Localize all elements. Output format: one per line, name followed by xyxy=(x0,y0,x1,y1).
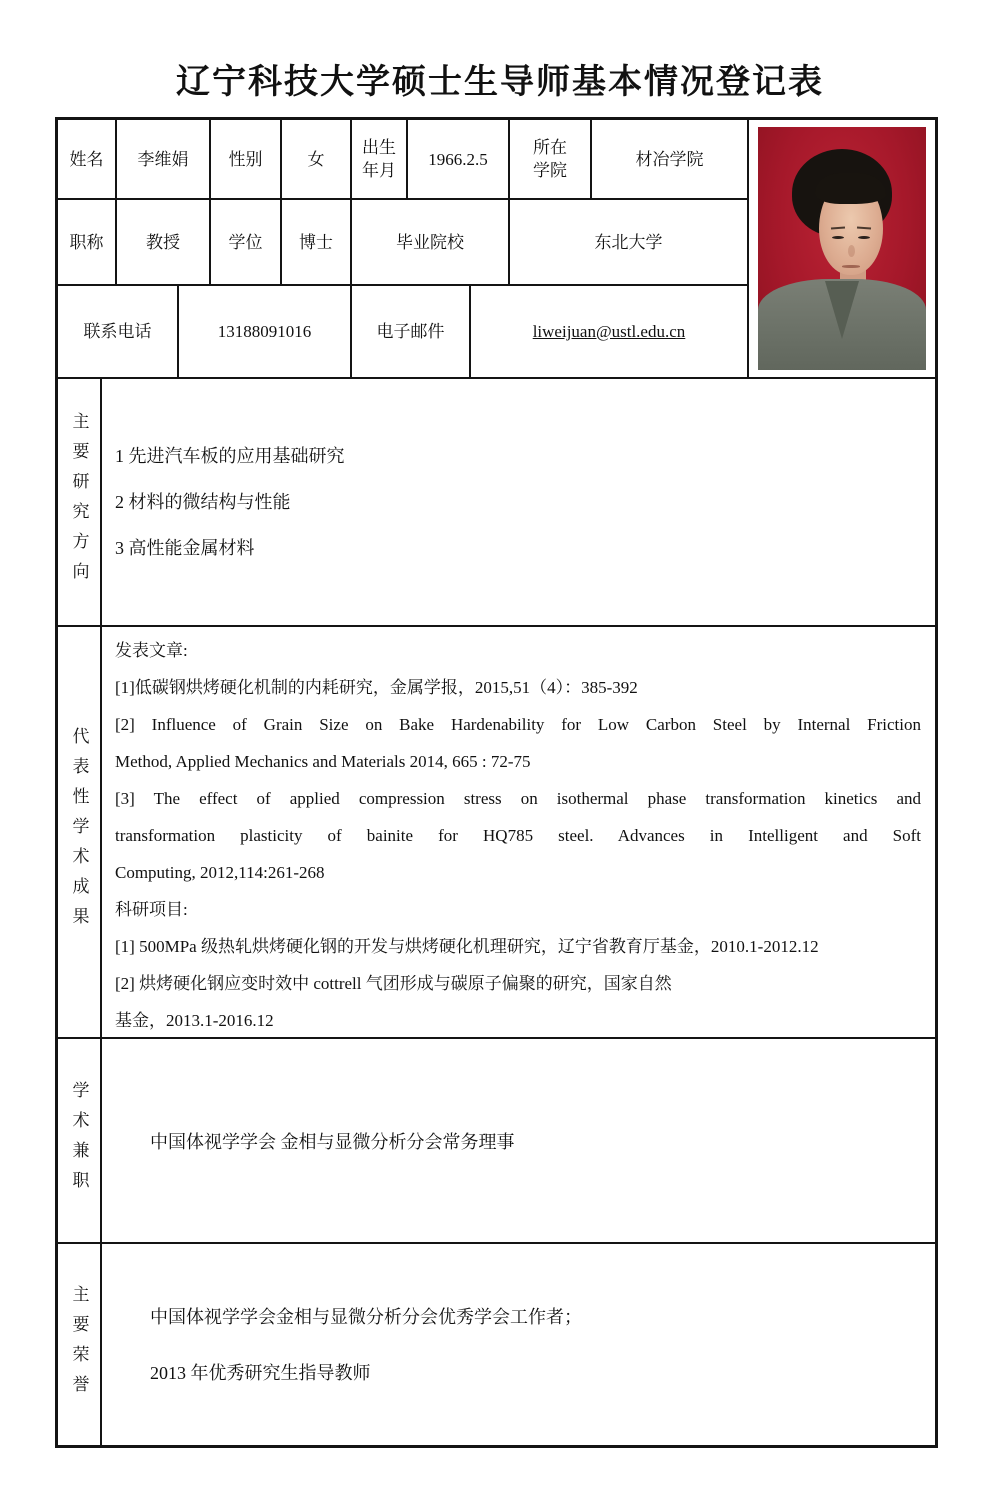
table-row xyxy=(58,286,747,377)
section-label-cell xyxy=(58,1039,102,1242)
achievement-line: [2] 烘烤硬化钢应变时效中 cottrell 气团形成与碳原子偏聚的研究，国家自然 xyxy=(115,974,672,993)
achievement-line: 发表文章: xyxy=(115,641,188,660)
gender-label: 性别 xyxy=(211,120,282,198)
section-label-cell xyxy=(58,379,102,625)
phone-label: 联系电话 xyxy=(58,286,179,377)
achievement-line: transformation plasticity of bainite for HQ785 steel. Advances in Intelligent and Soft xyxy=(115,826,921,845)
photo-nose xyxy=(848,245,855,257)
research-directions-label: 主要研究方向 xyxy=(69,412,89,592)
achievements-content xyxy=(102,627,935,1037)
phone-value: 13188091016 xyxy=(179,286,352,377)
photo-mouth xyxy=(842,265,860,268)
degree-value: 博士 xyxy=(282,200,352,284)
school-label: 毕业院校 xyxy=(352,200,510,284)
research-item: 2 材料的微结构与性能 xyxy=(115,492,291,512)
honors-label: 主要荣誉 xyxy=(69,1284,89,1405)
name-value: 李维娟 xyxy=(117,120,211,198)
gender-value: 女 xyxy=(282,120,352,198)
research-directions-content xyxy=(102,379,935,625)
achievement-line: [3] The effect of applied compression stress on isothermal phase transformation kinetics and xyxy=(115,789,921,808)
photo-eyebrow xyxy=(857,227,871,230)
section-label-cell xyxy=(58,627,102,1037)
section-research-directions xyxy=(58,379,935,627)
research-item: 3 高性能金属材料 xyxy=(115,538,255,558)
photo-eye xyxy=(832,236,844,239)
name-label: 姓名 xyxy=(58,120,117,198)
email-link[interactable]: liweijuan@ustl.edu.cn xyxy=(532,322,686,341)
section-label-cell xyxy=(58,1244,102,1445)
academic-position-text: 中国体视学学会 金相与显微分析分会常务理事 xyxy=(150,1131,515,1152)
birth-value: 1966.2.5 xyxy=(408,120,510,198)
college-value: 材冶学院 xyxy=(635,149,704,169)
college-label: 所在学院 xyxy=(510,120,592,198)
school-value: 东北大学 xyxy=(594,232,663,252)
achievement-line: [1] 500MPa 级热轧烘烤硬化钢的开发与烘烤硬化机理研究，辽宁省教育厅基金，2010.1-2012.12 xyxy=(115,937,819,956)
academic-positions-content xyxy=(102,1039,935,1242)
honors-content xyxy=(102,1244,935,1445)
section-academic-positions xyxy=(58,1039,935,1244)
portrait-photo xyxy=(758,127,926,370)
achievement-line: 基金，2013.1-2016.12 xyxy=(115,1011,274,1030)
email-cell xyxy=(471,286,747,377)
achievement-line: Computing, 2012,114:261-268 xyxy=(115,863,325,882)
achievement-line: [1]低碳钢烘烤硬化机制的内耗研究，金属学报，2015,51（4）：385-392 xyxy=(115,678,638,697)
achievement-line: Method, Applied Mechanics and Materials 2014, 665 : 72-75 xyxy=(115,752,531,771)
prof-title-value: 教授 xyxy=(117,200,211,284)
photo-lapel xyxy=(825,281,859,339)
photo-bangs xyxy=(815,173,886,204)
photo-eyebrow xyxy=(831,227,845,230)
achievements-label: 代表性学术成果 xyxy=(69,727,89,937)
email-label: 电子邮件 xyxy=(352,286,471,377)
registration-table xyxy=(55,117,938,1448)
prof-title-label: 职称 xyxy=(58,200,117,284)
research-item: 1 先进汽车板的应用基础研究 xyxy=(115,446,345,466)
birth-label: 出生年月 xyxy=(352,120,408,198)
achievement-line: [2] Influence of Grain Size on Bake Hardenability for Low Carbon Steel by Internal Friction xyxy=(115,715,921,734)
honor-line: 中国体视学学会金相与显微分析分会优秀学会工作者； xyxy=(150,1306,582,1327)
honor-line: 2013 年优秀研究生指导教师 xyxy=(150,1362,371,1383)
photo-cell xyxy=(749,120,935,377)
section-achievements xyxy=(58,627,935,1039)
table-row xyxy=(58,200,747,286)
basic-info-block xyxy=(58,120,935,379)
achievement-line: 科研项目: xyxy=(115,900,188,919)
page-title: 辽宁科技大学硕士生导师基本情况登记表 xyxy=(176,64,824,101)
photo-eye xyxy=(858,236,870,239)
degree-label: 学位 xyxy=(211,200,282,284)
basic-info-grid xyxy=(58,120,749,377)
academic-positions-label: 学术兼职 xyxy=(69,1080,89,1201)
section-honors xyxy=(58,1244,935,1445)
table-row xyxy=(58,120,747,200)
